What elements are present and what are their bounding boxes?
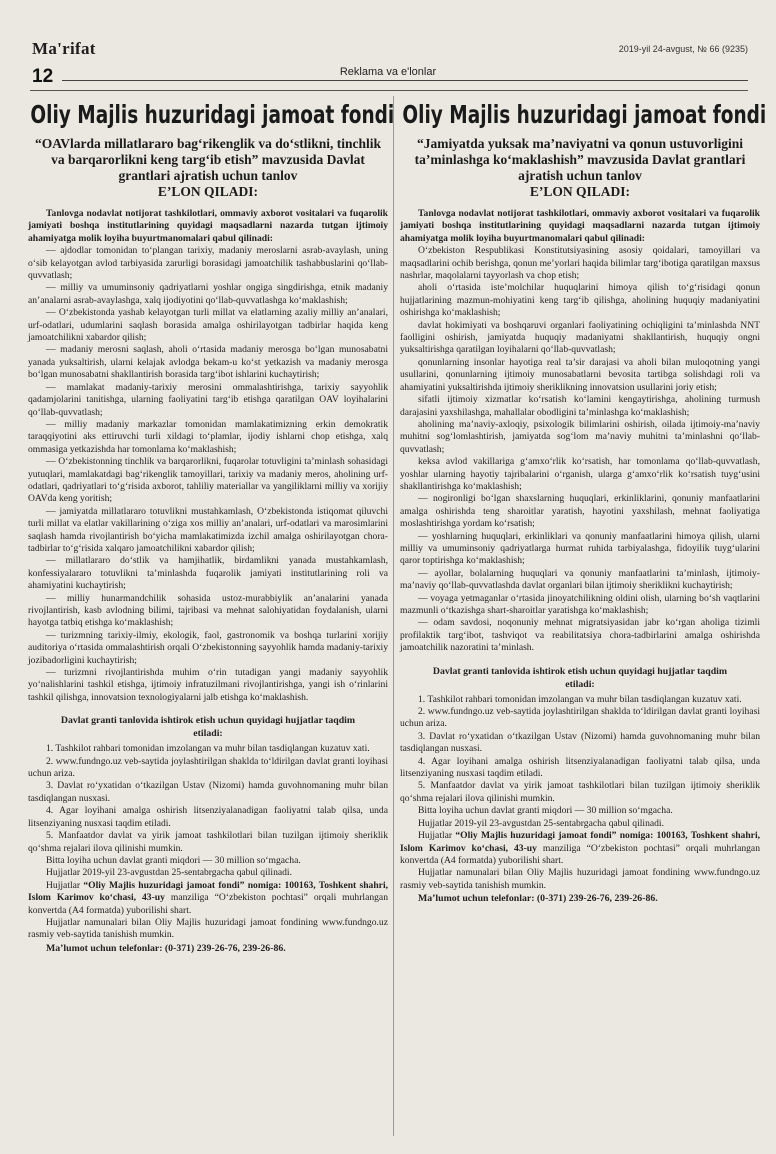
intro-text: Tanlovga nodavlat notijorat tashkilotlari, ommaviy axborot vositalari va fuqarolik jamiyati boshqa institutlarining quyidagi maqsadlarni nazarda tutgan ijtimoiy ahamiyatga molik loyiha buyurtmanomalari qabul qilinadi: bbox=[28, 208, 388, 244]
deadline: Hujjatlar 2019-yil 23-avgustdan 25-sentabrgacha qabul qilinadi. bbox=[46, 867, 292, 879]
header-divider-lower bbox=[30, 90, 748, 91]
goal-item: — odam savdosi, noqonuniy mehnat migratsiyasidan jabr ko‘rgan aholiga tizimli profilaktik targ‘ibot, tashviqot va reabilitatsiya chora-tadbirlarini amalga oshirishda jamoatchilik nazoratini ta’minlash. bbox=[400, 617, 760, 654]
document-item: 5. Manfaatdor davlat va yirik jamoat tashkilotlari bilan tuzilgan ijtimoiy sheriklik qo‘shma rejalari ilova qilinishi mumkin. bbox=[28, 830, 388, 854]
left-announcement bbox=[28, 98, 395, 955]
goal-item: — mamlakat madaniy-tarixiy merosini ommalashtirishga, tarixiy sayyohlik qadamjolarini tanitishga, ularning faoliyatini targ‘ib etishga qaratilgan OAV loyihalarini qo‘llab-quvvatlash; bbox=[28, 381, 388, 418]
goal-item: sifatli ijtimoiy xizmatlar ko‘rsatish ko‘lamini kengaytirishga, aholining turmush darajasini yaxshilashga, mahallalar obodligini ta’minlashga ko‘maklashish; bbox=[400, 394, 760, 418]
goal-item: — turizmni rivojlantirishda muhim o‘rin tutadigan yangi madaniy sayyohlik yo‘nalishlarini tashkil etishga, ijtimoiy infratuzilmani rivojlantirishga, yangi ish o‘rinlarini tashkil qilishga, innovatsion texnologiyalarni jalb etishga ko‘maklashish. bbox=[28, 667, 388, 703]
issue-date: 2019-yil 24-avgust, № 66 (9235) bbox=[618, 44, 748, 54]
address-text bbox=[28, 880, 388, 917]
documents-heading: Davlat granti tanlovida ishtirok etish uchun quyidagi hujjatlar taqdim etiladi: bbox=[432, 665, 728, 690]
grant-amount: Bitta loyiha uchun davlat granti miqdori — 30 million so‘mgacha. bbox=[46, 854, 301, 866]
contact-phones: Ma’lumot uchun telefonlar: (0-371) 239-26-76, 239-26-86. bbox=[46, 942, 286, 954]
document-item: 1. Tashkilot rahbari tomonidan imzolangan va muhr bilan tasdiqlangan kuzatuv xati. bbox=[46, 743, 370, 755]
goal-item: — O‘zbekistonning tinchlik va barqarorlikni, fuqarolar totuvligini ta’minlash sohasidagi yutuqlari, mamlakatdagi bag‘rikenglik tamoyillari, tarixiy va madaniy meros, aholining urf-odatlari, qadriyatlari to‘g‘risida axborot, tahliliy materiallar va yangiliklarni milliy va xorijiy OAVda keng yoritish; bbox=[28, 456, 388, 505]
goal-item: — milliy hunarmandchilik sohasida ustoz-murabbiylik an’analarini yanada rivojlantirish, kasb avlodning bilimi, tajribasi va mehnat salohiyatidan foydalanish, ularni hayotga tatbiq etishga ko‘maklashish; bbox=[28, 592, 388, 629]
address-tail: manziliga “O‘zbekiston pochtasi” orqali muhrlangan konvertda (A4 formatda) yuborilishi shart. bbox=[28, 892, 388, 916]
goal-item: — voyaga yetmaganlar o‘rtasida jinoyatchilikning oldini olish, ularning bo‘sh vaqtlarini mazmunli o‘tkazishga shart-sharoitlar yaratishga ko‘maklashish; bbox=[400, 592, 760, 616]
document-item: 1. Tashkilot rahbari tomonidan imzolangan va muhr bilan tasdiqlangan kuzatuv xati. bbox=[418, 693, 742, 705]
documents-heading: Davlat granti tanlovida ishtirok etish uchun quyidagi hujjatlar taqdim etiladi: bbox=[60, 715, 356, 740]
goal-item: O‘zbekiston Respublikasi Konstitutsiyasining asosiy qoidalari, tamoyillari va maqsadlarini ochib berishga, qonun me’yorlari haqida bilimlar targ‘ibotiga qaratilgan maxsus nashrlar, maqolalarni tayyorlash va chop etish; bbox=[400, 245, 760, 282]
samples-text: Hujjatlar namunalari bilan Oliy Majlis huzuridagi jamoat fondining www.fundngo.uz rasmiy veb-saytida tanishish mumkin. bbox=[400, 867, 760, 891]
announcement-subject: “Jamiyatda yuksak ma’naviyatni va qonun ustuvorligini ta’minlashga ko‘maklashish” mavzusida Davlat grantlari ajratish uchun tanlov bbox=[414, 136, 746, 183]
goal-item: — madaniy merosni saqlash, aholi o‘rtasida madaniy merosga bo‘lgan munosabatni yanada yuksaltirish, ularni kelajak avlodga bekam-u ko‘st yetkazish va madaniy merosga bo‘lgan munosabatni shakllantirish borasida targ‘ibot ishlarini kuchaytirish; bbox=[28, 344, 388, 381]
announcement-title: Oliy Majlis huzuridagi jamoat fondi bbox=[402, 100, 767, 129]
document-item: 4. Agar loyihani amalga oshirish litsenziyalanadigan faoliyatni talab qilsa, unda litsenziyaning nusxasi taqdim etiladi. bbox=[400, 755, 760, 780]
goal-item: aholining ma’naviy-axloqiy, psixologik bilimlarini oshirish, oilada ijtimoiy-ma’naviy muhitni sog‘lomlashtirish, jamiyatda sog‘lom ma’naviy muhitni ta’minlashni qo‘llab-quvvatlash; bbox=[400, 418, 760, 455]
goal-item: — jamiyatda millatlararo totuvlikni mustahkamlash, O‘zbekistonda istiqomat qiluvchi turli millat va elatlar vakillarining o‘ziga xos milliy an’analari, urf-odatlari va marosimlarini saqlash hamda rivojlantirish bo‘yicha mamlakatimizda izchil amalga oshirilayotgan chora-tadbirlar to‘g‘risida xalqaro jamoatchilikni xabardor qilish; bbox=[28, 505, 388, 554]
goal-item: keksa avlod vakillariga g‘amxo‘rlik ko‘rsatish, har tomonlama qo‘llab-quvvatlash, yoshlar ularning hayotiy tajribalarini o‘rganish, ularga g‘amxo‘rlik ko‘rsatish tuyg‘usini shakllantirishga ko‘maklashish; bbox=[400, 456, 760, 492]
intro-text: Tanlovga nodavlat notijorat tashkilotlari, ommaviy axborot vositalari va fuqarolik jamiyati boshqa institutlarining quyidagi maqsadlarni nazarda tutgan ijtimoiy ahamiyatga molik loyiha buyurtmanomalari qabul qilinadi: bbox=[400, 208, 760, 244]
address-bold: “Oliy Majlis huzuridagi jamoat fondi” nomiga: 100163, Toshkent shahri, Islom Karimov ko‘chasi, 43-uy bbox=[28, 879, 389, 904]
section-title: Reklama va e'lonlar bbox=[339, 66, 437, 78]
announcement-subject: “OAVlarda millatlararo bag‘rikenglik va do‘stlikni, tinchlik va barqarorlikni keng targ‘ib etish” mavzusida Davlat grantlari ajratish uchun tanlov bbox=[34, 136, 382, 183]
document-item: 4. Agar loyihani amalga oshirish litsenziyalanadigan faoliyatni talab qilsa, unda litsenziyaning nusxasi taqdim etiladi. bbox=[28, 805, 388, 829]
address-tail: manziliga “O‘zbekiston pochtasi” orqali muhrlangan konvertda (A4 formatda) yuborilishi shart. bbox=[400, 842, 760, 866]
contact-phones: Ma’lumot uchun telefonlar: (0-371) 239-26-76, 239-26-86. bbox=[418, 893, 658, 905]
goal-item: davlat hokimiyati va boshqaruvi organlari faoliyatining ochiqligini ta’minlashda NNT faolligini oshirish, jamiyatda huquqiy madaniyatni shakllantirish, huquqiy ongni yuksaltirishga qaratilgan loyihalarni qo‘llab-quvvatlash; bbox=[400, 319, 760, 356]
samples-text: Hujjatlar namunalari bilan Oliy Majlis huzuridagi jamoat fondining www.fundngo.uz rasmiy veb-saytida tanishish mumkin. bbox=[28, 916, 388, 941]
column-divider bbox=[393, 96, 394, 1136]
goal-item: — yoshlarning huquqlari, erkinliklari va qonuniy manfaatlarini himoya qilish, ularni milliy va umuminsoniy qadriyatlarga hurmat ruhida tarbiyalashga, fidoyilik tuyg‘ularini qaror toptirishga ko‘maklashish; bbox=[400, 530, 760, 567]
goal-item: — ayollar, bolalarning huquqlari va qonuniy manfaatlarini ta’minlash, ijtimoiy-ma’naviy qo‘llab-quvvatlashda davlat organlari bilan ijtimoiy sheriklikni kuchaytirish; bbox=[400, 567, 760, 592]
announce-label: E’LON QILADI: bbox=[157, 184, 259, 199]
goal-item: — turizmning tarixiy-ilmiy, ekologik, faol, gastronomik va boshqa turlarini xorijiy auditoriya o‘rtasida ommalashtirish orqali O‘zbekistonning sayyohlik hamda madaniy-tarixiy jozibadorligini kuchaytirish; bbox=[28, 629, 388, 666]
deadline: Hujjatlar 2019-yil 23-avgustdan 25-sentabrgacha qabul qilinadi. bbox=[418, 817, 664, 829]
goal-item: — milliy va umuminsoniy qadriyatlarni yoshlar ongiga singdirishga, etnik madaniy an’analarni asrab-avaylashga, xalq ijodiyotini qo‘llab-quvvatlashga ko‘maklashish; bbox=[28, 282, 388, 306]
page-header bbox=[0, 0, 776, 90]
document-item: 2. www.fundngo.uz veb-saytida joylashtirilgan shaklda to‘ldirilgan davlat granti loyihasi uchun ariza. bbox=[400, 706, 760, 730]
goal-item: — ajdodlar tomonidan to‘plangan tarixiy, madaniy meroslarni asrab-avaylash, uning o‘sib kelayotgan avlod tarbiyasida zarurligi borasidagi jamoatchilik tashabbuslarini qo‘llab-quvvatlash; bbox=[28, 245, 388, 282]
goal-item: — milliy madaniy markazlar tomonidan mamlakatimizning erkin demokratik taraqqiyotini aks ettiruvchi turli xildagi to‘plamlar, ijodiy ishlarni chop etishga, xalq ommasiga yetkazishda har tomonlama ko‘maklashish; bbox=[28, 418, 388, 455]
goal-item: — nogironligi bo‘lgan shaxslarning huquqlari, erkinliklarini, qonuniy manfaatlarini amalga oshirishda teng sharoitlar yaratish, hayotini yaxshilash, mehnat faoliyatiga moslashtirishga yordam ko‘rsatish; bbox=[400, 493, 760, 530]
header-divider bbox=[62, 80, 748, 81]
goal-item: qonunlarning insonlar hayotiga real ta’sir darajasi va aholi bilan muloqotning yangi usullarini, qonunlarning ijtimoiy munosabatlarni bevosita tartibga solishdagi roli va ahamiyatini yuksaltirishda ijtimoiy sheriklikning innovatsion usullarini joriy etish; bbox=[400, 356, 760, 393]
newspaper-logo: Ma'rifat bbox=[32, 39, 96, 58]
announce-label: E’LON QILADI: bbox=[529, 184, 631, 199]
address-text bbox=[400, 830, 760, 867]
page-number: 12 bbox=[32, 66, 54, 87]
document-item: 2. www.fundngo.uz veb-saytida joylashtirilgan shaklda to‘ldirilgan davlat granti loyihasi uchun ariza. bbox=[28, 755, 388, 780]
document-item: 5. Manfaatdor davlat va yirik jamoat tashkilotlari bilan tuzilgan ijtimoiy sheriklik qo‘shma rejalari ilova qilinishi mumkin. bbox=[400, 780, 760, 804]
document-item: 3. Davlat ro‘yxatidan o‘tkazilgan Ustav (Nizomi) hamda guvohnomaning muhr bilan tasdiqlangan nusxasi. bbox=[400, 730, 760, 755]
document-item: 3. Davlat ro‘yxatidan o‘tkazilgan Ustav (Nizomi) hamda guvohnomaning muhr bilan tasdiqlangan nusxasi. bbox=[28, 780, 388, 804]
right-announcement bbox=[400, 98, 767, 905]
goal-item: — O‘zbekistonda yashab kelayotgan turli millat va elatlarning azaliy milliy an’analari, urf-odatlari, udumlarini saqlash borasida amalga oshirilayotgan tadbirlar haqida keng jamoatchilikni xabardor qilish; bbox=[28, 307, 388, 344]
grant-amount: Bitta loyiha uchun davlat granti miqdori — 30 million so‘mgacha. bbox=[418, 805, 673, 817]
announcement-title: Oliy Majlis huzuridagi jamoat fondi bbox=[30, 100, 395, 129]
goal-item: aholi o‘rtasida iste’molchilar huquqlarini himoya qilish to‘g‘risidagi qonun hujjatlarining mazmun-mohiyatini keng targ‘ib qilishga, aholining huquqiy madaniyatini oshirishga ko‘maklashish; bbox=[400, 282, 760, 319]
address-bold: “Oliy Majlis huzuridagi jamoat fondi” nomiga: 100163, Toshkent shahri, Islom Karimov ko‘chasi, 43-uy bbox=[400, 830, 761, 854]
goal-item: — millatlararo do‘stlik va hamjihatlik, birdamlikni yanada mustahkamlash, konfessiyalararo totuvlikni ta’minlashda fuqarolik jamiyati institutlarining roli va ahamiyatini kuchaytirish; bbox=[28, 555, 388, 592]
address-lead: Hujjatlar bbox=[46, 879, 84, 891]
address-lead: Hujjatlar bbox=[418, 830, 456, 842]
